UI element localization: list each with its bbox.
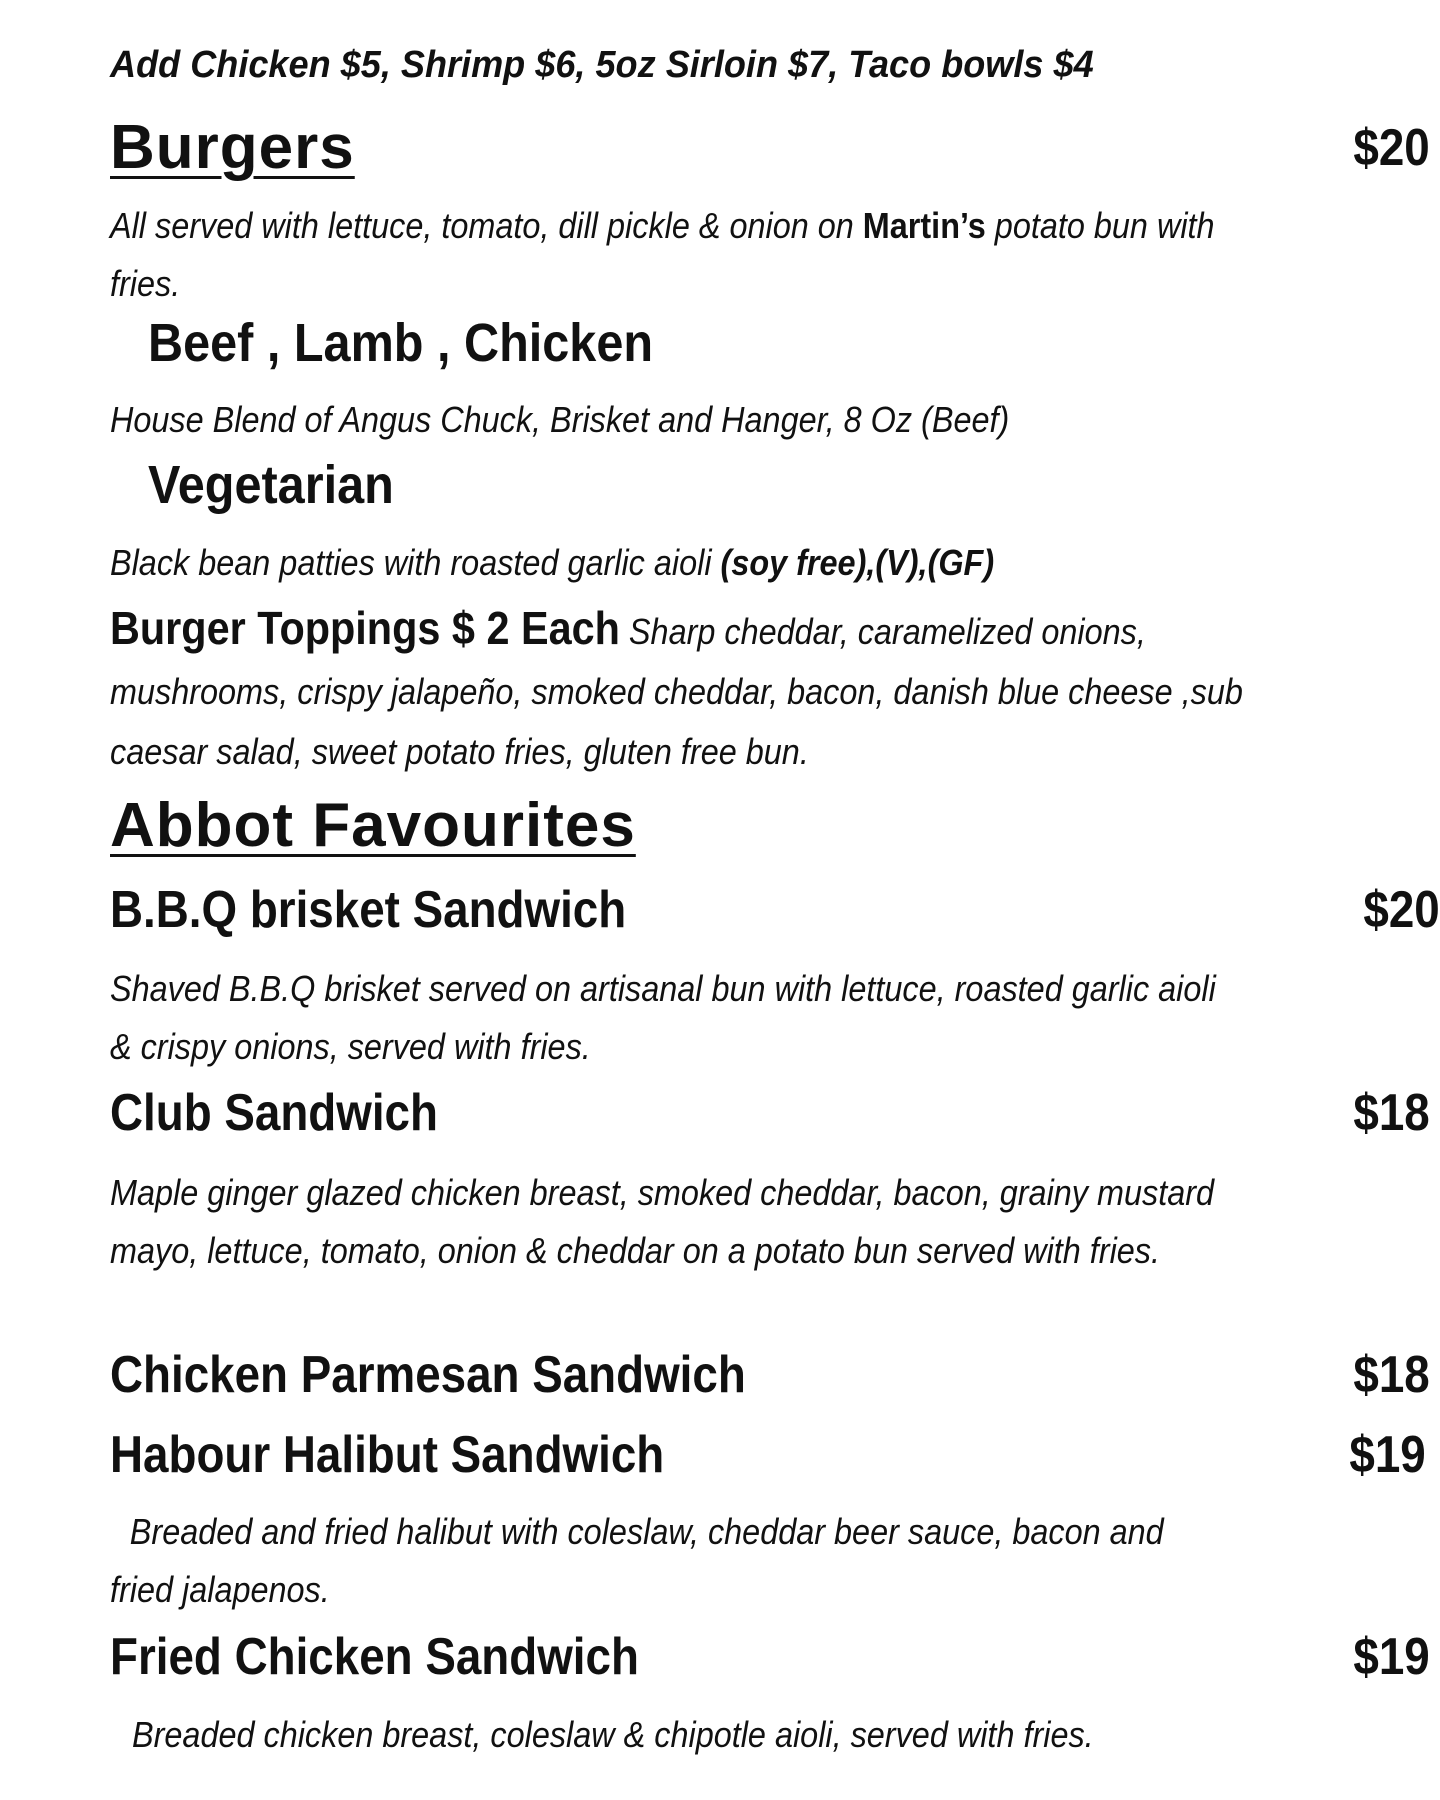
menu-item-description: Breaded chicken breast, coleslaw & chipotle aioli, served with fries. (132, 1714, 1094, 1755)
burger-option-description: House Blend of Angus Chuck, Brisket and Hanger, 8 Oz (Beef) (110, 399, 1010, 440)
burgers-price: $20 (1353, 119, 1430, 177)
menu-item-price: $19 (1349, 1426, 1426, 1484)
burger-option-name: Beef , Lamb , Chicken (148, 313, 654, 373)
menu-item-name: B.B.Q brisket Sandwich (110, 881, 627, 939)
burger-toppings (110, 598, 1262, 782)
burger-option-name: Vegetarian (148, 455, 394, 515)
burger-option-tags: (soy free),(V),(GF) (720, 542, 995, 583)
menu-item-price: $18 (1353, 1084, 1430, 1142)
menu-item-description: Shaved B.B.Q brisket served on artisanal bun with lettuce, roasted garlic aioli & crispy onions, served with fries. (110, 968, 1216, 1067)
menu-item-name: Habour Halibut Sandwich (110, 1426, 665, 1484)
menu-item-price: $19 (1353, 1628, 1430, 1686)
burgers-description-brand: Martin’s (862, 205, 986, 246)
burgers-description-suffix: potato bun with fries. (110, 205, 1215, 304)
burger-toppings-list: Sharp cheddar, caramelized onions, mushrooms, crispy jalapeño, smoked cheddar, bacon, danish blue cheese ,sub caesar salad, sweet potato fries, gluten free bun. (110, 611, 1243, 772)
menu-item-name: Club Sandwich (110, 1084, 438, 1142)
menu-item-description: Maple ginger glazed chicken breast, smoked cheddar, bacon, grainy mustard mayo, lettuce, tomato, onion & cheddar on a potato bun served with fries. (110, 1172, 1215, 1271)
burgers-description (110, 197, 1226, 313)
menu-item-price: $18 (1353, 1346, 1430, 1404)
burgers-title: Burgers (110, 113, 355, 182)
menu-page (110, 0, 1440, 1800)
addons-line: Add Chicken $5, Shrimp $6, 5oz Sirloin $7, Taco bowls $4 (110, 44, 1094, 86)
burgers-description-prefix: All served with lettuce, tomato, dill pickle & onion on (110, 205, 863, 246)
menu-item-price: $20 (1363, 881, 1440, 939)
menu-item-name: Chicken Parmesan Sandwich (110, 1346, 746, 1404)
menu-item-name: Fried Chicken Sandwich (110, 1628, 639, 1686)
burger-option-description (110, 534, 1226, 592)
burger-toppings-label: Burger Toppings $ 2 Each (110, 602, 620, 654)
burger-option-description-text: Black bean patties with roasted garlic aioli (110, 542, 721, 583)
menu-item-description: Breaded and fried halibut with coleslaw, cheddar beer sauce, bacon and fried jalapenos. (110, 1511, 1164, 1610)
favourites-title: Abbot Favourites (110, 791, 636, 860)
